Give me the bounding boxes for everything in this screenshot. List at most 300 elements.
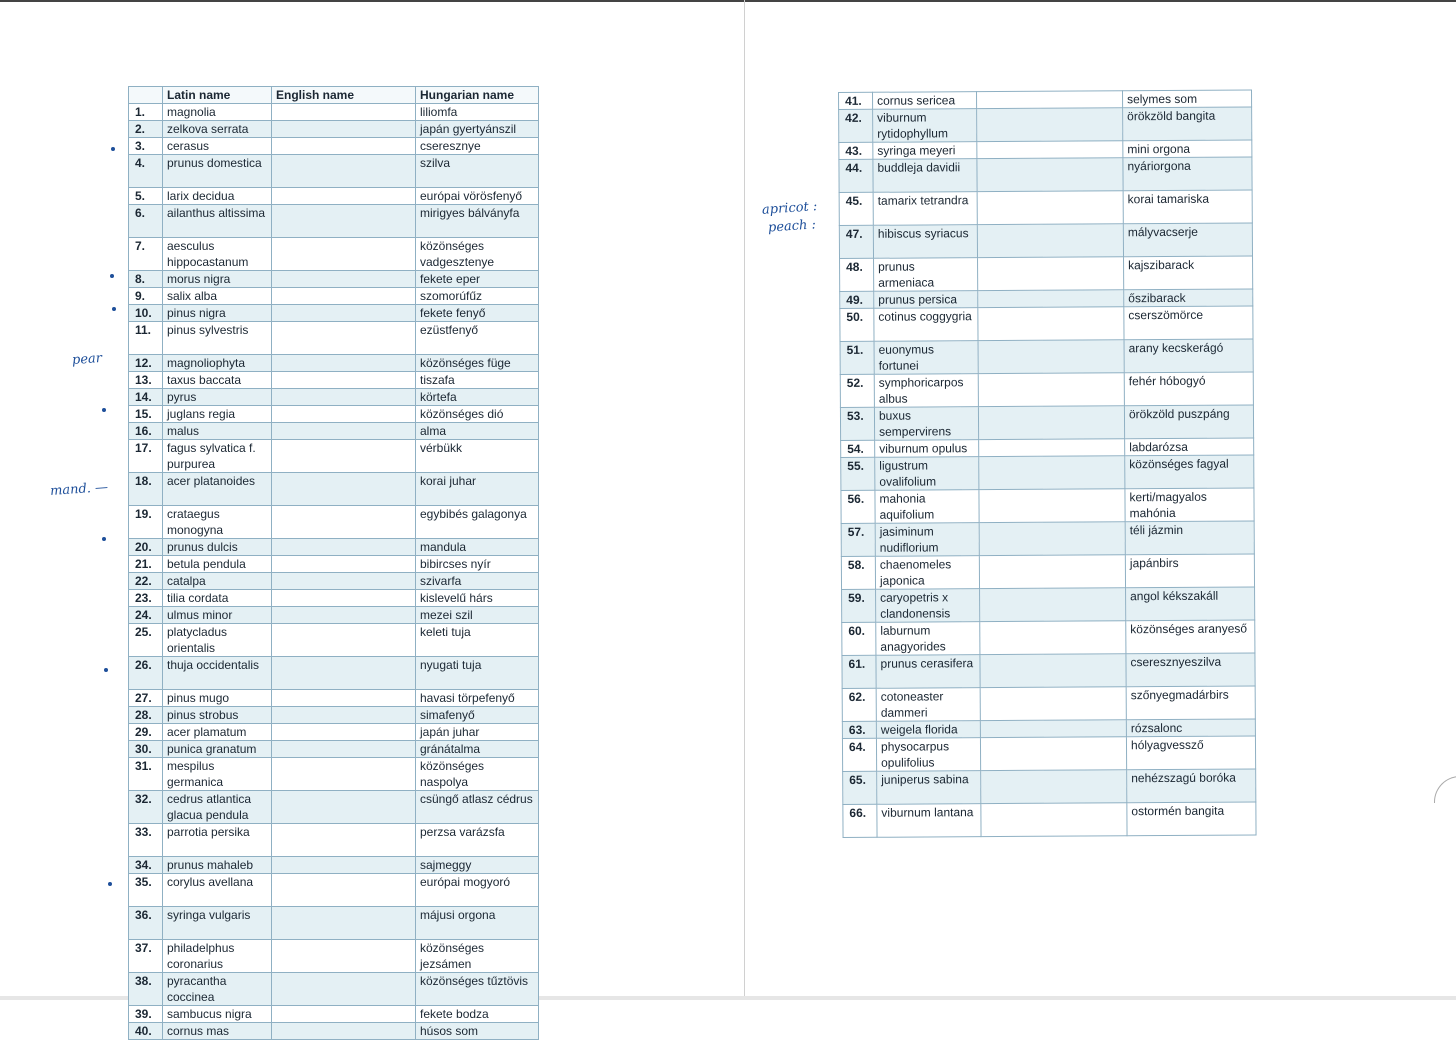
hungarian-name-cell: örökzöld bangita bbox=[1123, 107, 1252, 141]
latin-name-cell: pinus nigra bbox=[163, 305, 272, 322]
english-name-cell bbox=[272, 473, 416, 506]
table-row bbox=[129, 305, 539, 322]
row-number: 18. bbox=[129, 473, 163, 506]
row-number: 12. bbox=[129, 355, 163, 372]
table-row bbox=[842, 587, 1255, 623]
latin-name-cell: zelkova serrata bbox=[163, 121, 272, 138]
latin-name-cell: pinus sylvestris bbox=[163, 322, 272, 355]
hungarian-name-cell: cseresznye bbox=[416, 138, 539, 155]
english-name-cell bbox=[272, 205, 416, 238]
english-name-cell bbox=[980, 737, 1126, 771]
hungarian-name-cell: közönséges jezsámen bbox=[416, 940, 539, 973]
row-number: 14. bbox=[129, 389, 163, 406]
hungarian-name-cell: japán juhar bbox=[416, 724, 539, 741]
hungarian-name-cell: egybibés galagonya bbox=[416, 506, 539, 539]
table-row bbox=[129, 707, 539, 724]
margin-dot bbox=[102, 408, 106, 412]
latin-name-cell: syringa vulgaris bbox=[163, 907, 272, 940]
english-name-cell bbox=[272, 874, 416, 907]
row-number: 27. bbox=[129, 690, 163, 707]
row-number: 60. bbox=[842, 622, 876, 655]
row-number: 7. bbox=[129, 238, 163, 271]
table-row bbox=[843, 769, 1256, 805]
row-number: 37. bbox=[129, 940, 163, 973]
table-header-row bbox=[129, 87, 539, 104]
english-name-cell bbox=[272, 690, 416, 707]
hungarian-name-cell: korai tamariska bbox=[1123, 190, 1252, 224]
latin-name-cell: syringa meyeri bbox=[873, 142, 977, 160]
english-name-cell bbox=[272, 590, 416, 607]
latin-name-cell: tamarix tetrandra bbox=[873, 192, 977, 226]
hungarian-name-cell: gránátalma bbox=[416, 741, 539, 758]
hungarian-name-cell: nyugati tuja bbox=[416, 657, 539, 690]
table-row bbox=[841, 554, 1254, 590]
latin-name-cell: cornus mas bbox=[163, 1023, 272, 1040]
english-name-cell bbox=[978, 257, 1124, 291]
english-name-cell bbox=[272, 758, 416, 791]
latin-name-cell: taxus baccata bbox=[163, 372, 272, 389]
english-name-cell bbox=[980, 720, 1126, 738]
row-number: 1. bbox=[129, 104, 163, 121]
table-row bbox=[129, 138, 539, 155]
latin-name-cell: cornus sericea bbox=[873, 92, 977, 110]
latin-name-cell: ligustrum ovalifolium bbox=[875, 457, 979, 491]
row-number: 6. bbox=[129, 205, 163, 238]
row-number: 57. bbox=[841, 523, 875, 556]
table-row bbox=[129, 590, 539, 607]
hungarian-name-cell: korai juhar bbox=[416, 473, 539, 506]
table-row bbox=[839, 190, 1252, 226]
latin-name-cell: morus nigra bbox=[163, 271, 272, 288]
header-english: English name bbox=[272, 87, 416, 104]
english-name-cell bbox=[272, 506, 416, 539]
table-row bbox=[129, 155, 539, 188]
table-row bbox=[842, 736, 1255, 772]
english-name-cell bbox=[272, 907, 416, 940]
hungarian-name-cell: ostormén bangita bbox=[1127, 802, 1256, 836]
table-row bbox=[129, 506, 539, 539]
table-row bbox=[129, 857, 539, 874]
margin-dot bbox=[110, 274, 114, 278]
english-name-cell bbox=[272, 857, 416, 874]
table-row bbox=[840, 339, 1253, 375]
table-row bbox=[843, 802, 1256, 838]
table-row bbox=[129, 288, 539, 305]
latin-name-cell: acer platanoides bbox=[163, 473, 272, 506]
margin-dot bbox=[104, 668, 108, 672]
hungarian-name-cell: közönséges dió bbox=[416, 406, 539, 423]
english-name-cell bbox=[980, 654, 1126, 688]
hungarian-name-cell: májusi orgona bbox=[416, 907, 539, 940]
hungarian-name-cell: tiszafa bbox=[416, 372, 539, 389]
table-row bbox=[839, 223, 1252, 259]
latin-name-cell: sambucus nigra bbox=[163, 1006, 272, 1023]
hungarian-name-cell: örökzöld puszpáng bbox=[1124, 405, 1253, 439]
row-number: 24. bbox=[129, 607, 163, 624]
table-row bbox=[129, 205, 539, 238]
table-row bbox=[129, 188, 539, 205]
table-row bbox=[129, 271, 539, 288]
table-row bbox=[129, 573, 539, 590]
english-name-cell bbox=[979, 489, 1125, 523]
english-name-cell bbox=[978, 290, 1124, 308]
latin-name-cell: prunus persica bbox=[874, 291, 978, 309]
english-name-cell bbox=[272, 791, 416, 824]
row-number: 16. bbox=[129, 423, 163, 440]
hungarian-name-cell: mandula bbox=[416, 539, 539, 556]
latin-name-cell: weigela florida bbox=[876, 721, 980, 739]
hungarian-name-cell: szőnyegmadárbirs bbox=[1126, 686, 1255, 720]
latin-name-cell: acer plamatum bbox=[163, 724, 272, 741]
latin-name-cell: mahonia aquifolium bbox=[875, 490, 979, 524]
english-name-cell bbox=[979, 522, 1125, 556]
table-row bbox=[129, 389, 539, 406]
english-name-cell bbox=[272, 121, 416, 138]
row-number: 36. bbox=[129, 907, 163, 940]
table-row bbox=[839, 157, 1252, 193]
latin-name-cell: malus bbox=[163, 423, 272, 440]
page-divider bbox=[744, 0, 745, 1000]
hungarian-name-cell: mini orgona bbox=[1123, 140, 1252, 158]
latin-name-cell: pyracantha coccinea bbox=[163, 973, 272, 1006]
english-name-cell bbox=[981, 803, 1127, 837]
latin-name-cell: euonymus fortunei bbox=[874, 341, 978, 375]
english-name-cell bbox=[981, 770, 1127, 804]
hungarian-name-cell: hólyagvessző bbox=[1126, 736, 1255, 770]
row-number: 64. bbox=[842, 738, 876, 771]
row-number: 32. bbox=[129, 791, 163, 824]
row-number: 47. bbox=[839, 225, 873, 258]
table-row bbox=[129, 624, 539, 657]
row-number: 38. bbox=[129, 973, 163, 1006]
header-num bbox=[129, 87, 163, 104]
row-number: 49. bbox=[840, 291, 874, 308]
english-name-cell bbox=[272, 624, 416, 657]
row-number: 30. bbox=[129, 741, 163, 758]
table-row bbox=[842, 620, 1255, 656]
row-number: 54. bbox=[841, 440, 875, 457]
row-number: 21. bbox=[129, 556, 163, 573]
row-number: 43. bbox=[839, 142, 873, 159]
english-name-cell bbox=[272, 539, 416, 556]
table-row bbox=[840, 372, 1253, 408]
english-name-cell bbox=[272, 238, 416, 271]
hungarian-name-cell: közönséges füge bbox=[416, 355, 539, 372]
english-name-cell bbox=[979, 456, 1125, 490]
hungarian-name-cell: japán gyertyánszil bbox=[416, 121, 539, 138]
table-row bbox=[129, 1023, 539, 1040]
latin-name-cell: pinus strobus bbox=[163, 707, 272, 724]
hungarian-name-cell: simafenyő bbox=[416, 707, 539, 724]
english-name-cell bbox=[977, 108, 1123, 142]
row-number: 22. bbox=[129, 573, 163, 590]
table-row bbox=[129, 372, 539, 389]
latin-name-cell: caryopetris x clandonensis bbox=[876, 589, 980, 623]
row-number: 11. bbox=[129, 322, 163, 355]
row-number: 29. bbox=[129, 724, 163, 741]
hungarian-name-cell: perzsa varázsfa bbox=[416, 824, 539, 857]
hungarian-name-cell: arany kecskerágó bbox=[1124, 339, 1253, 373]
hungarian-name-cell: vérbükk bbox=[416, 440, 539, 473]
english-name-cell bbox=[272, 355, 416, 372]
english-name-cell bbox=[272, 423, 416, 440]
latin-name-cell: prunus dulcis bbox=[163, 539, 272, 556]
margin-dot bbox=[102, 537, 106, 541]
latin-name-cell: catalpa bbox=[163, 573, 272, 590]
row-number: 55. bbox=[841, 457, 875, 490]
handwritten-note-peach: peach : bbox=[767, 217, 817, 236]
hungarian-name-cell: liliomfa bbox=[416, 104, 539, 121]
english-name-cell bbox=[272, 940, 416, 973]
english-name-cell bbox=[272, 271, 416, 288]
row-number: 2. bbox=[129, 121, 163, 138]
latin-name-cell: ailanthus altissima bbox=[163, 205, 272, 238]
hungarian-name-cell: rózsalonc bbox=[1126, 719, 1255, 737]
margin-dot bbox=[108, 882, 112, 886]
english-name-cell bbox=[272, 322, 416, 355]
english-name-cell bbox=[272, 389, 416, 406]
table-row bbox=[842, 653, 1255, 689]
row-number: 65. bbox=[843, 771, 877, 804]
row-number: 20. bbox=[129, 539, 163, 556]
row-number: 23. bbox=[129, 590, 163, 607]
hungarian-name-cell: angol kékszakáll bbox=[1126, 587, 1255, 621]
table-row bbox=[129, 940, 539, 973]
table-row bbox=[129, 473, 539, 506]
english-name-cell bbox=[272, 372, 416, 389]
english-name-cell bbox=[272, 556, 416, 573]
latin-name-cell: larix decidua bbox=[163, 188, 272, 205]
latin-name-cell: viburnum opulus bbox=[875, 440, 979, 458]
latin-name-cell: aesculus hippocastanum bbox=[163, 238, 272, 271]
english-name-cell bbox=[272, 824, 416, 857]
hungarian-name-cell: európai vörösfenyő bbox=[416, 188, 539, 205]
table-row bbox=[129, 238, 539, 271]
latin-name-cell: prunus armeniaca bbox=[874, 258, 978, 292]
row-number: 9. bbox=[129, 288, 163, 305]
table-body-left bbox=[129, 104, 539, 1040]
english-name-cell bbox=[977, 224, 1123, 258]
latin-name-cell: fagus sylvatica f. purpurea bbox=[163, 440, 272, 473]
table-row bbox=[129, 440, 539, 473]
latin-name-cell: hibiscus syriacus bbox=[873, 225, 977, 259]
row-number: 44. bbox=[839, 159, 873, 192]
hungarian-name-cell: selymes som bbox=[1122, 90, 1251, 108]
english-name-cell bbox=[272, 138, 416, 155]
hungarian-name-cell: mirigyes bálványfa bbox=[416, 205, 539, 238]
latin-name-cell: platycladus orientalis bbox=[163, 624, 272, 657]
hungarian-name-cell: kerti/magyalos mahónia bbox=[1125, 488, 1254, 522]
latin-name-cell: ulmus minor bbox=[163, 607, 272, 624]
latin-name-cell: tilia cordata bbox=[163, 590, 272, 607]
hungarian-name-cell: húsos som bbox=[416, 1023, 539, 1040]
table-row bbox=[129, 423, 539, 440]
latin-name-cell: juniperus sabina bbox=[877, 771, 981, 805]
latin-name-cell: philadelphus coronarius bbox=[163, 940, 272, 973]
latin-name-cell: symphoricarpos albus bbox=[874, 374, 978, 408]
hungarian-name-cell: szomorúfűz bbox=[416, 288, 539, 305]
row-number: 62. bbox=[842, 688, 876, 721]
hungarian-name-cell: körtefa bbox=[416, 389, 539, 406]
row-number: 35. bbox=[129, 874, 163, 907]
table-row bbox=[129, 607, 539, 624]
hungarian-name-cell: közönséges naspolya bbox=[416, 758, 539, 791]
row-number: 8. bbox=[129, 271, 163, 288]
row-number: 59. bbox=[842, 589, 876, 622]
table-row bbox=[129, 355, 539, 372]
handwritten-note-mand: mand. — bbox=[49, 479, 109, 500]
row-number: 10. bbox=[129, 305, 163, 322]
hungarian-name-cell: sajmeggy bbox=[416, 857, 539, 874]
row-number: 19. bbox=[129, 506, 163, 539]
latin-name-cell: juglans regia bbox=[163, 406, 272, 423]
row-number: 48. bbox=[840, 258, 874, 291]
latin-name-cell: magnoliophyta bbox=[163, 355, 272, 372]
english-name-cell bbox=[272, 707, 416, 724]
english-name-cell bbox=[272, 657, 416, 690]
latin-name-cell: mespilus germanica bbox=[163, 758, 272, 791]
table-row bbox=[129, 556, 539, 573]
row-number: 56. bbox=[841, 490, 875, 523]
latin-name-cell: cotoneaster dammeri bbox=[876, 688, 980, 722]
latin-name-cell: physocarpus opulifolius bbox=[876, 738, 980, 772]
hungarian-name-cell: fekete bodza bbox=[416, 1006, 539, 1023]
english-name-cell bbox=[978, 340, 1124, 374]
english-name-cell bbox=[272, 104, 416, 121]
row-number: 42. bbox=[839, 109, 873, 142]
row-number: 41. bbox=[839, 92, 873, 109]
hungarian-name-cell: fekete eper bbox=[416, 271, 539, 288]
hungarian-name-cell: őszibarack bbox=[1124, 289, 1253, 307]
english-name-cell bbox=[272, 440, 416, 473]
english-name-cell bbox=[272, 305, 416, 322]
latin-name-cell: pyrus bbox=[163, 389, 272, 406]
handwritten-note-pear: pear bbox=[71, 350, 103, 369]
table-body-right bbox=[839, 90, 1257, 838]
table-row bbox=[129, 322, 539, 355]
margin-dot bbox=[112, 307, 116, 311]
latin-name-cell: punica granatum bbox=[163, 741, 272, 758]
table-row bbox=[841, 455, 1254, 491]
table-row bbox=[129, 104, 539, 121]
table-row bbox=[129, 406, 539, 423]
english-name-cell bbox=[979, 439, 1125, 457]
english-name-cell bbox=[272, 573, 416, 590]
english-name-cell bbox=[272, 724, 416, 741]
hungarian-name-cell: cseresznyeszilva bbox=[1126, 653, 1255, 687]
english-name-cell bbox=[272, 1006, 416, 1023]
english-name-cell bbox=[272, 973, 416, 1006]
table-row bbox=[129, 791, 539, 824]
hungarian-name-cell: közönséges aranyeső bbox=[1126, 620, 1255, 654]
table-row bbox=[129, 1006, 539, 1023]
table-row bbox=[129, 824, 539, 857]
latin-name-cell: cotinus coggygria bbox=[874, 308, 978, 342]
table-row bbox=[841, 488, 1254, 524]
table-row bbox=[129, 539, 539, 556]
row-number: 15. bbox=[129, 406, 163, 423]
table-row bbox=[839, 140, 1252, 160]
page-top-edge bbox=[0, 0, 1456, 2]
hungarian-name-cell: szilva bbox=[416, 155, 539, 188]
english-name-cell bbox=[977, 141, 1123, 159]
latin-name-cell: jasiminum nudiflorium bbox=[875, 523, 979, 557]
latin-name-cell: laburnum anagyorides bbox=[876, 622, 980, 656]
header-hungarian: Hungarian name bbox=[416, 87, 539, 104]
latin-name-cell: cedrus atlantica glacua pendula bbox=[163, 791, 272, 824]
english-name-cell bbox=[978, 373, 1124, 407]
table-row bbox=[129, 758, 539, 791]
english-name-cell bbox=[977, 158, 1123, 192]
english-name-cell bbox=[980, 687, 1126, 721]
header-latin: Latin name bbox=[163, 87, 272, 104]
table-row bbox=[129, 724, 539, 741]
table-row bbox=[129, 973, 539, 1006]
latin-name-cell: salix alba bbox=[163, 288, 272, 305]
hungarian-name-cell: szivarfa bbox=[416, 573, 539, 590]
row-number: 63. bbox=[842, 721, 876, 738]
hungarian-name-cell: ezüstfenyő bbox=[416, 322, 539, 355]
row-number: 45. bbox=[839, 192, 873, 225]
english-name-cell bbox=[977, 191, 1123, 225]
latin-name-cell: chaenomeles japonica bbox=[875, 556, 979, 590]
english-name-cell bbox=[272, 741, 416, 758]
table-row bbox=[840, 405, 1253, 441]
table-row bbox=[841, 521, 1254, 557]
english-name-cell bbox=[980, 621, 1126, 655]
page-corner-curl bbox=[1434, 776, 1456, 803]
row-number: 4. bbox=[129, 155, 163, 188]
table-row bbox=[129, 874, 539, 907]
row-number: 28. bbox=[129, 707, 163, 724]
row-number: 40. bbox=[129, 1023, 163, 1040]
latin-name-cell: parrotia persika bbox=[163, 824, 272, 857]
left-page-table-container bbox=[128, 86, 539, 1040]
plant-table-left bbox=[128, 86, 539, 1040]
table-row bbox=[842, 686, 1255, 722]
hungarian-name-cell: nyáriorgona bbox=[1123, 157, 1252, 191]
latin-name-cell: crataegus monogyna bbox=[163, 506, 272, 539]
hungarian-name-cell: bibircses nyír bbox=[416, 556, 539, 573]
table-row bbox=[129, 741, 539, 758]
english-name-cell bbox=[272, 188, 416, 205]
english-name-cell bbox=[977, 91, 1123, 109]
hungarian-name-cell: mezei szil bbox=[416, 607, 539, 624]
hungarian-name-cell: keleti tuja bbox=[416, 624, 539, 657]
row-number: 61. bbox=[842, 655, 876, 688]
row-number: 39. bbox=[129, 1006, 163, 1023]
table-row bbox=[129, 690, 539, 707]
table-row bbox=[129, 907, 539, 940]
table-row bbox=[129, 657, 539, 690]
latin-name-cell: corylus avellana bbox=[163, 874, 272, 907]
latin-name-cell: viburnum lantana bbox=[877, 804, 981, 838]
row-number: 5. bbox=[129, 188, 163, 205]
handwritten-note-apricot: apricot : bbox=[761, 199, 818, 218]
table-row bbox=[129, 121, 539, 138]
row-number: 51. bbox=[840, 341, 874, 374]
row-number: 34. bbox=[129, 857, 163, 874]
latin-name-cell: viburnum rytidophyllum bbox=[873, 109, 977, 143]
hungarian-name-cell: fehér hóbogyó bbox=[1124, 372, 1253, 406]
english-name-cell bbox=[978, 406, 1124, 440]
margin-dot bbox=[111, 147, 115, 151]
hungarian-name-cell: cserszömörce bbox=[1124, 306, 1253, 340]
row-number: 25. bbox=[129, 624, 163, 657]
hungarian-name-cell: európai mogyoró bbox=[416, 874, 539, 907]
english-name-cell bbox=[272, 155, 416, 188]
latin-name-cell: thuja occidentalis bbox=[163, 657, 272, 690]
